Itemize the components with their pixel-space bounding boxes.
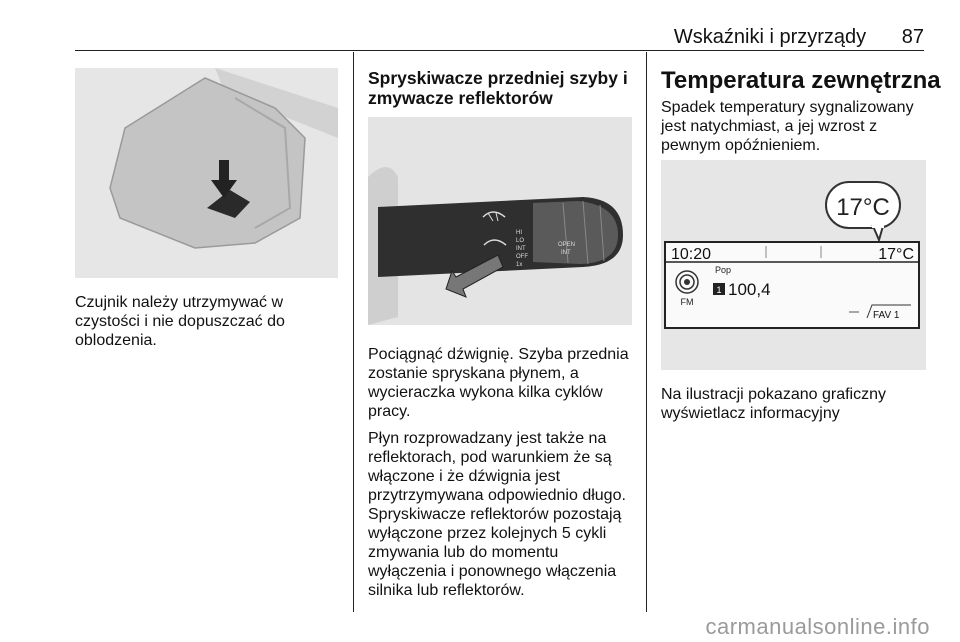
- ring-label: INT: [561, 250, 571, 256]
- radio-signal-icon: [676, 271, 698, 293]
- station-label: Pop: [715, 265, 732, 275]
- washer-heading: Spryskiwacze przedniej szyby i zmywacze reflektorów: [368, 68, 628, 108]
- ring-label: OPEN: [558, 242, 576, 248]
- source-label: FM: [680, 297, 694, 307]
- outside-temperature: 17°C: [878, 246, 914, 263]
- watermark: carmanualsonline.info: [705, 614, 930, 639]
- sensor-note: Czujnik należy utrzymywać w czystości i nie dopuszczać do oblodzenia.: [75, 294, 285, 349]
- stalk-label: 1x: [516, 262, 523, 268]
- stalk-label: LO: [516, 238, 525, 244]
- display-caption: Na ilustracji pokazano graficzny wyświetlacz informacyjny: [661, 386, 886, 422]
- paragraph: Pociągnąć dźwignię. Szyba przednia zostanie spryskana płynem, a wycieraczka wykona kilka cyklów pracy.: [368, 346, 629, 420]
- favorite-label: FAV 1: [873, 310, 900, 321]
- washer-stalk-figure: [368, 117, 632, 325]
- rain-sensor-figure: [75, 68, 338, 278]
- section-title: Wskaźniki i przyrządy: [673, 26, 867, 48]
- stalk-label: INT: [516, 246, 526, 252]
- temperature-intro: Spadek temperatury sygnalizowany jest natychmiast, a jej wzrost z pewnym opóźnieniem.: [661, 99, 914, 154]
- page-number: 87: [901, 26, 924, 48]
- header-rule: [75, 50, 924, 51]
- frequency: 100,4: [728, 280, 771, 299]
- column-divider: [646, 52, 647, 612]
- svg-text:17°C: 17°C: [836, 194, 890, 221]
- paragraph: Płyn rozprowadzany jest także na reflektorach, pod warunkiem że są włączone i że dźwignia jest przytrzymywana odpowiednio długo. Spryskiwacze reflektorów pozostają wyłączone przez kolejnych 5 cykli zmywania lub do momentu wyłączenia i ponownego włączenia silnika lub reflektorów.: [368, 430, 626, 599]
- info-display-figure: [661, 160, 926, 370]
- clock-time: 10:20: [671, 246, 712, 263]
- preset-number: 1: [716, 285, 722, 295]
- stalk-label: OFF: [516, 254, 528, 260]
- temperature-heading: Temperatura zewnętrzna: [661, 67, 941, 94]
- stalk-label: HI: [516, 230, 522, 236]
- column-divider: [353, 52, 354, 612]
- washer-instructions: [368, 345, 636, 608]
- page-header: [75, 26, 924, 50]
